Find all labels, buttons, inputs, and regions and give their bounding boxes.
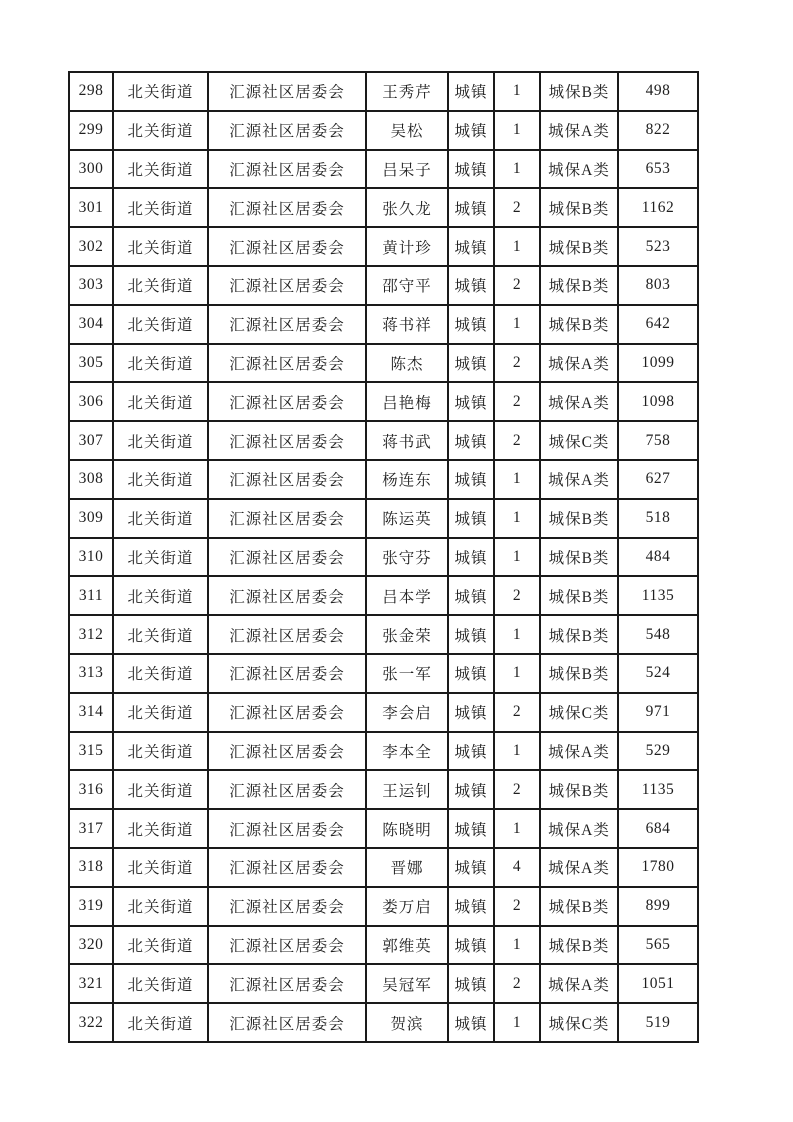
cell-amount: 518 [618, 499, 698, 538]
cell-insurance-category: 城保A类 [540, 344, 618, 383]
cell-person-count: 1 [494, 538, 540, 577]
cell-seq-number: 298 [69, 72, 113, 111]
cell-amount: 1051 [618, 964, 698, 1003]
cell-person-name: 张守芬 [366, 538, 448, 577]
cell-person-name: 吕呆子 [366, 150, 448, 189]
cell-seq-number: 311 [69, 576, 113, 615]
cell-residence-type: 城镇 [448, 770, 494, 809]
cell-person-name: 吴松 [366, 111, 448, 150]
table-row [69, 460, 698, 499]
cell-amount: 1135 [618, 770, 698, 809]
cell-amount: 1098 [618, 382, 698, 421]
cell-residence-type: 城镇 [448, 499, 494, 538]
cell-person-count: 2 [494, 693, 540, 732]
cell-insurance-category: 城保B类 [540, 926, 618, 965]
cell-street: 北关街道 [113, 732, 208, 771]
cell-community: 汇源社区居委会 [208, 150, 366, 189]
table-row [69, 227, 698, 266]
table-row [69, 964, 698, 1003]
table-row [69, 344, 698, 383]
cell-seq-number: 306 [69, 382, 113, 421]
cell-seq-number: 305 [69, 344, 113, 383]
cell-amount: 899 [618, 887, 698, 926]
cell-person-name: 郭维英 [366, 926, 448, 965]
cell-seq-number: 310 [69, 538, 113, 577]
cell-person-count: 2 [494, 421, 540, 460]
cell-street: 北关街道 [113, 188, 208, 227]
cell-seq-number: 318 [69, 848, 113, 887]
cell-community: 汇源社区居委会 [208, 576, 366, 615]
cell-residence-type: 城镇 [448, 344, 494, 383]
cell-residence-type: 城镇 [448, 576, 494, 615]
cell-person-name: 李会启 [366, 693, 448, 732]
cell-street: 北关街道 [113, 150, 208, 189]
cell-seq-number: 321 [69, 964, 113, 1003]
benefit-record-table [68, 71, 699, 1043]
cell-person-name: 张金荣 [366, 615, 448, 654]
cell-seq-number: 314 [69, 693, 113, 732]
table-row [69, 809, 698, 848]
cell-community: 汇源社区居委会 [208, 615, 366, 654]
cell-community: 汇源社区居委会 [208, 654, 366, 693]
cell-amount: 1099 [618, 344, 698, 383]
cell-seq-number: 312 [69, 615, 113, 654]
table-row [69, 654, 698, 693]
cell-insurance-category: 城保A类 [540, 111, 618, 150]
cell-street: 北关街道 [113, 111, 208, 150]
cell-residence-type: 城镇 [448, 926, 494, 965]
cell-seq-number: 299 [69, 111, 113, 150]
cell-community: 汇源社区居委会 [208, 305, 366, 344]
cell-amount: 803 [618, 266, 698, 305]
cell-street: 北关街道 [113, 72, 208, 111]
cell-residence-type: 城镇 [448, 188, 494, 227]
cell-person-count: 1 [494, 499, 540, 538]
cell-street: 北关街道 [113, 848, 208, 887]
cell-street: 北关街道 [113, 421, 208, 460]
cell-seq-number: 308 [69, 460, 113, 499]
cell-amount: 653 [618, 150, 698, 189]
cell-amount: 758 [618, 421, 698, 460]
table-row [69, 499, 698, 538]
cell-person-name: 晋娜 [366, 848, 448, 887]
cell-seq-number: 320 [69, 926, 113, 965]
cell-community: 汇源社区居委会 [208, 227, 366, 266]
cell-insurance-category: 城保B类 [540, 576, 618, 615]
cell-insurance-category: 城保B类 [540, 615, 618, 654]
cell-person-name: 王运钊 [366, 770, 448, 809]
cell-insurance-category: 城保B类 [540, 887, 618, 926]
cell-person-count: 1 [494, 305, 540, 344]
cell-residence-type: 城镇 [448, 732, 494, 771]
cell-person-count: 2 [494, 344, 540, 383]
table-row [69, 576, 698, 615]
cell-person-count: 2 [494, 188, 540, 227]
cell-community: 汇源社区居委会 [208, 693, 366, 732]
cell-street: 北关街道 [113, 305, 208, 344]
cell-insurance-category: 城保C类 [540, 693, 618, 732]
cell-seq-number: 301 [69, 188, 113, 227]
cell-person-count: 4 [494, 848, 540, 887]
cell-insurance-category: 城保B类 [540, 538, 618, 577]
cell-person-count: 1 [494, 615, 540, 654]
cell-person-count: 1 [494, 111, 540, 150]
cell-person-count: 1 [494, 926, 540, 965]
table-row [69, 305, 698, 344]
cell-person-count: 2 [494, 887, 540, 926]
cell-person-count: 1 [494, 460, 540, 499]
cell-person-count: 2 [494, 382, 540, 421]
table-row [69, 72, 698, 111]
cell-amount: 642 [618, 305, 698, 344]
cell-insurance-category: 城保B类 [540, 266, 618, 305]
cell-person-name: 吴冠军 [366, 964, 448, 1003]
cell-seq-number: 313 [69, 654, 113, 693]
cell-insurance-category: 城保A类 [540, 809, 618, 848]
cell-amount: 529 [618, 732, 698, 771]
cell-street: 北关街道 [113, 693, 208, 732]
cell-community: 汇源社区居委会 [208, 344, 366, 383]
cell-amount: 1162 [618, 188, 698, 227]
cell-person-count: 1 [494, 150, 540, 189]
cell-insurance-category: 城保A类 [540, 848, 618, 887]
cell-residence-type: 城镇 [448, 693, 494, 732]
cell-person-name: 邵守平 [366, 266, 448, 305]
cell-seq-number: 303 [69, 266, 113, 305]
table-row [69, 926, 698, 965]
cell-residence-type: 城镇 [448, 382, 494, 421]
cell-person-name: 张一军 [366, 654, 448, 693]
cell-person-name: 陈运英 [366, 499, 448, 538]
cell-residence-type: 城镇 [448, 1003, 494, 1042]
cell-street: 北关街道 [113, 926, 208, 965]
cell-person-name: 杨连东 [366, 460, 448, 499]
cell-community: 汇源社区居委会 [208, 460, 366, 499]
cell-residence-type: 城镇 [448, 72, 494, 111]
cell-amount: 971 [618, 693, 698, 732]
cell-person-name: 黄计珍 [366, 227, 448, 266]
cell-community: 汇源社区居委会 [208, 72, 366, 111]
cell-community: 汇源社区居委会 [208, 926, 366, 965]
cell-community: 汇源社区居委会 [208, 964, 366, 1003]
cell-residence-type: 城镇 [448, 227, 494, 266]
cell-community: 汇源社区居委会 [208, 1003, 366, 1042]
cell-street: 北关街道 [113, 460, 208, 499]
cell-person-count: 2 [494, 266, 540, 305]
cell-amount: 548 [618, 615, 698, 654]
cell-amount: 1135 [618, 576, 698, 615]
cell-insurance-category: 城保A类 [540, 150, 618, 189]
cell-community: 汇源社区居委会 [208, 421, 366, 460]
cell-person-name: 蒋书武 [366, 421, 448, 460]
cell-person-count: 1 [494, 809, 540, 848]
cell-person-count: 2 [494, 770, 540, 809]
cell-community: 汇源社区居委会 [208, 770, 366, 809]
cell-street: 北关街道 [113, 770, 208, 809]
cell-residence-type: 城镇 [448, 964, 494, 1003]
cell-amount: 627 [618, 460, 698, 499]
cell-street: 北关街道 [113, 887, 208, 926]
table-row [69, 615, 698, 654]
cell-residence-type: 城镇 [448, 887, 494, 926]
cell-seq-number: 300 [69, 150, 113, 189]
cell-seq-number: 322 [69, 1003, 113, 1042]
cell-community: 汇源社区居委会 [208, 188, 366, 227]
cell-amount: 684 [618, 809, 698, 848]
cell-residence-type: 城镇 [448, 615, 494, 654]
cell-residence-type: 城镇 [448, 150, 494, 189]
cell-community: 汇源社区居委会 [208, 382, 366, 421]
cell-community: 汇源社区居委会 [208, 809, 366, 848]
cell-insurance-category: 城保A类 [540, 964, 618, 1003]
cell-person-name: 李本全 [366, 732, 448, 771]
cell-person-name: 张久龙 [366, 188, 448, 227]
cell-insurance-category: 城保B类 [540, 72, 618, 111]
cell-person-name: 娄万启 [366, 887, 448, 926]
cell-person-name: 蒋书祥 [366, 305, 448, 344]
cell-seq-number: 307 [69, 421, 113, 460]
cell-street: 北关街道 [113, 1003, 208, 1042]
cell-amount: 523 [618, 227, 698, 266]
table-row [69, 848, 698, 887]
table-row [69, 421, 698, 460]
cell-person-name: 吕本学 [366, 576, 448, 615]
table-row [69, 887, 698, 926]
cell-insurance-category: 城保B类 [540, 770, 618, 809]
cell-street: 北关街道 [113, 654, 208, 693]
table-body [69, 72, 698, 1042]
cell-insurance-category: 城保C类 [540, 1003, 618, 1042]
cell-insurance-category: 城保A类 [540, 732, 618, 771]
cell-community: 汇源社区居委会 [208, 499, 366, 538]
cell-person-count: 1 [494, 227, 540, 266]
cell-seq-number: 315 [69, 732, 113, 771]
cell-street: 北关街道 [113, 382, 208, 421]
cell-community: 汇源社区居委会 [208, 848, 366, 887]
cell-community: 汇源社区居委会 [208, 111, 366, 150]
cell-community: 汇源社区居委会 [208, 732, 366, 771]
cell-street: 北关街道 [113, 499, 208, 538]
cell-residence-type: 城镇 [448, 538, 494, 577]
cell-community: 汇源社区居委会 [208, 266, 366, 305]
cell-person-count: 1 [494, 732, 540, 771]
cell-seq-number: 302 [69, 227, 113, 266]
table-row [69, 111, 698, 150]
cell-insurance-category: 城保C类 [540, 421, 618, 460]
cell-residence-type: 城镇 [448, 305, 494, 344]
cell-amount: 565 [618, 926, 698, 965]
cell-street: 北关街道 [113, 266, 208, 305]
cell-residence-type: 城镇 [448, 111, 494, 150]
cell-street: 北关街道 [113, 964, 208, 1003]
cell-insurance-category: 城保B类 [540, 305, 618, 344]
cell-seq-number: 317 [69, 809, 113, 848]
cell-street: 北关街道 [113, 809, 208, 848]
table-row [69, 538, 698, 577]
cell-person-count: 1 [494, 654, 540, 693]
table-row [69, 732, 698, 771]
cell-street: 北关街道 [113, 538, 208, 577]
table-row [69, 770, 698, 809]
cell-amount: 822 [618, 111, 698, 150]
cell-person-name: 陈杰 [366, 344, 448, 383]
cell-person-count: 1 [494, 72, 540, 111]
table-row [69, 150, 698, 189]
cell-person-name: 王秀芹 [366, 72, 448, 111]
cell-residence-type: 城镇 [448, 654, 494, 693]
cell-insurance-category: 城保B类 [540, 227, 618, 266]
cell-residence-type: 城镇 [448, 266, 494, 305]
cell-person-name: 吕艳梅 [366, 382, 448, 421]
cell-community: 汇源社区居委会 [208, 887, 366, 926]
cell-amount: 1780 [618, 848, 698, 887]
cell-street: 北关街道 [113, 227, 208, 266]
cell-amount: 498 [618, 72, 698, 111]
cell-insurance-category: 城保A类 [540, 382, 618, 421]
table-row [69, 188, 698, 227]
cell-person-count: 2 [494, 964, 540, 1003]
cell-residence-type: 城镇 [448, 421, 494, 460]
cell-seq-number: 304 [69, 305, 113, 344]
cell-street: 北关街道 [113, 615, 208, 654]
cell-community: 汇源社区居委会 [208, 538, 366, 577]
cell-person-count: 1 [494, 1003, 540, 1042]
cell-residence-type: 城镇 [448, 460, 494, 499]
cell-person-count: 2 [494, 576, 540, 615]
cell-amount: 524 [618, 654, 698, 693]
cell-street: 北关街道 [113, 344, 208, 383]
cell-amount: 484 [618, 538, 698, 577]
cell-residence-type: 城镇 [448, 809, 494, 848]
cell-seq-number: 309 [69, 499, 113, 538]
table-row [69, 382, 698, 421]
cell-person-name: 陈晓明 [366, 809, 448, 848]
table-row [69, 693, 698, 732]
table-row [69, 266, 698, 305]
cell-person-name: 贺滨 [366, 1003, 448, 1042]
cell-insurance-category: 城保B类 [540, 654, 618, 693]
cell-seq-number: 319 [69, 887, 113, 926]
cell-insurance-category: 城保A类 [540, 460, 618, 499]
table-row [69, 1003, 698, 1042]
cell-insurance-category: 城保B类 [540, 499, 618, 538]
cell-seq-number: 316 [69, 770, 113, 809]
cell-insurance-category: 城保B类 [540, 188, 618, 227]
cell-residence-type: 城镇 [448, 848, 494, 887]
cell-street: 北关街道 [113, 576, 208, 615]
cell-amount: 519 [618, 1003, 698, 1042]
